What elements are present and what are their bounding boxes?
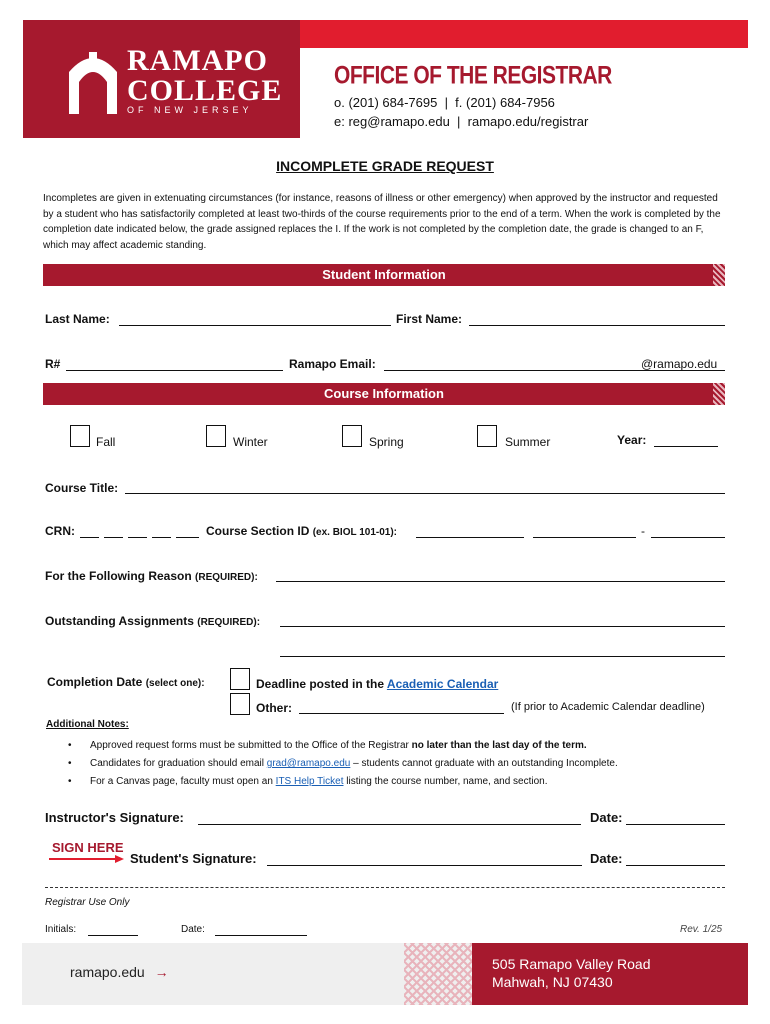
logo-name-3: OF NEW JERSEY bbox=[127, 105, 253, 115]
instructor-date-label: Date: bbox=[590, 810, 623, 825]
spring-label: Spring bbox=[369, 435, 404, 449]
initials-field[interactable] bbox=[88, 935, 138, 936]
reason-field[interactable] bbox=[276, 581, 725, 582]
deadline-checkbox[interactable] bbox=[230, 668, 250, 690]
bullet-dot: • bbox=[68, 758, 72, 769]
contact-phone: o. (201) 684-7695 | f. (201) 684-7956 bbox=[334, 95, 555, 110]
summer-checkbox[interactable] bbox=[477, 425, 497, 447]
its-help-ticket-link[interactable]: ITS Help Ticket bbox=[275, 776, 344, 787]
registrar-date-field[interactable] bbox=[215, 935, 307, 936]
summer-label: Summer bbox=[505, 435, 551, 449]
outstanding-field-1[interactable] bbox=[280, 626, 725, 627]
registrar-only-label: Registrar Use Only bbox=[45, 897, 130, 908]
initials-label: Initials: bbox=[45, 924, 77, 935]
crn-digit-2[interactable] bbox=[104, 537, 123, 538]
student-signature-label: Student's Signature: bbox=[130, 851, 257, 866]
winter-label: Winter bbox=[233, 435, 268, 449]
other-date-field[interactable] bbox=[299, 713, 504, 714]
student-date-label: Date: bbox=[590, 851, 623, 866]
note-1: Approved request forms must be submitted to the Office of the Registrar no later than the last day of the term. bbox=[90, 740, 587, 751]
email-suffix: @ramapo.edu bbox=[641, 357, 718, 371]
student-signature-field[interactable] bbox=[267, 865, 582, 866]
arrow-right-icon bbox=[49, 854, 125, 864]
bullet-dot: • bbox=[68, 740, 72, 751]
year-field[interactable] bbox=[654, 446, 718, 447]
first-name-field[interactable] bbox=[469, 325, 725, 326]
section-suffix-field[interactable] bbox=[651, 537, 725, 538]
office-title: OFFICE OF THE REGISTRAR bbox=[334, 62, 612, 90]
bullet-dot: • bbox=[68, 776, 72, 787]
last-name-field[interactable] bbox=[119, 325, 391, 326]
instructor-signature-field[interactable] bbox=[198, 824, 581, 825]
other-checkbox[interactable] bbox=[230, 693, 250, 715]
outstanding-label: Outstanding Assignments (REQUIRED): bbox=[45, 614, 261, 628]
reason-label: For the Following Reason (REQUIRED): bbox=[45, 569, 258, 583]
logo-name-2: COLLEGE bbox=[127, 74, 283, 107]
r-number-field[interactable] bbox=[66, 370, 283, 371]
email-label: Ramapo Email: bbox=[289, 357, 376, 371]
section-number-field[interactable] bbox=[533, 537, 636, 538]
outstanding-field-2[interactable] bbox=[280, 656, 725, 657]
contact-email: e: reg@ramapo.edu | ramapo.edu/registrar bbox=[334, 114, 589, 129]
course-info-header: Course Information bbox=[43, 383, 725, 405]
intro-text: Incompletes are given in extenuating circumstances (for instance, reasons of illness or other emergency) when approved by the instructor and requested by a student who has satisfactorily completed at least two-thirds of the course requirements prior to the end of a term. When the work is completed by the completion date indicated below, the grade assigned replaces the I. If the work is not completed by the completion date, the grade is changed to an F, which may affect academic standing. bbox=[43, 193, 721, 251]
logo-block bbox=[23, 20, 300, 138]
student-date-field[interactable] bbox=[626, 865, 725, 866]
section-dash: - bbox=[641, 524, 645, 538]
fall-label: Fall bbox=[96, 435, 116, 449]
footer-address-block bbox=[472, 943, 748, 1005]
sign-here-label: SIGN HERE bbox=[52, 840, 124, 855]
instructor-date-field[interactable] bbox=[626, 824, 725, 825]
footer-pattern bbox=[404, 943, 472, 1005]
footer-website[interactable]: ramapo.edu → bbox=[70, 964, 169, 980]
crn-digit-3[interactable] bbox=[128, 537, 147, 538]
arch-logo-icon bbox=[65, 48, 121, 114]
registrar-date-label: Date: bbox=[181, 924, 205, 935]
revision-label: Rev. 1/25 bbox=[680, 924, 723, 935]
crn-label: CRN: bbox=[45, 524, 75, 538]
fall-checkbox[interactable] bbox=[70, 425, 90, 447]
instructor-signature-label: Instructor's Signature: bbox=[45, 810, 184, 825]
course-title-field[interactable] bbox=[125, 493, 725, 494]
crn-digit-5[interactable] bbox=[176, 537, 199, 538]
crn-digit-1[interactable] bbox=[80, 537, 99, 538]
section-subject-field[interactable] bbox=[416, 537, 524, 538]
year-label: Year: bbox=[617, 433, 647, 447]
grad-email-link[interactable]: grad@ramapo.edu bbox=[266, 758, 351, 769]
address-line-2: Mahwah, NJ 07430 bbox=[492, 974, 613, 990]
other-note: (If prior to Academic Calendar deadline) bbox=[511, 701, 705, 713]
deadline-label: Deadline posted in the Academic Calendar bbox=[256, 677, 499, 691]
course-title-label: Course Title: bbox=[45, 481, 119, 495]
winter-checkbox[interactable] bbox=[206, 425, 226, 447]
dashed-divider bbox=[45, 887, 725, 888]
first-name-label: First Name: bbox=[396, 312, 463, 326]
arrow-right-icon: → bbox=[154, 964, 169, 980]
student-info-header: Student Information bbox=[43, 264, 725, 286]
r-number-label: R# bbox=[45, 357, 61, 371]
academic-calendar-link[interactable]: Academic Calendar bbox=[386, 677, 499, 691]
logo-name-1: RAMAPO bbox=[127, 44, 268, 77]
address-line-1: 505 Ramapo Valley Road bbox=[492, 956, 651, 972]
completion-date-label: Completion Date (select one): bbox=[47, 675, 205, 689]
other-label: Other: bbox=[256, 701, 292, 715]
crn-digit-4[interactable] bbox=[152, 537, 171, 538]
note-3: For a Canvas page, faculty must open an ITS Help Ticket listing the course number, name, and section. bbox=[90, 776, 548, 787]
header-band bbox=[300, 20, 748, 48]
note-2: Candidates for graduation should email grad@ramapo.edu – students cannot graduate with an outstanding Incomplete. bbox=[90, 758, 618, 769]
additional-notes-heading: Additional Notes: bbox=[46, 719, 129, 730]
spring-checkbox[interactable] bbox=[342, 425, 362, 447]
form-title: INCOMPLETE GRADE REQUEST bbox=[276, 158, 494, 174]
course-section-id-label: Course Section ID (ex. BIOL 101-01): bbox=[206, 524, 397, 538]
last-name-label: Last Name: bbox=[45, 312, 110, 326]
